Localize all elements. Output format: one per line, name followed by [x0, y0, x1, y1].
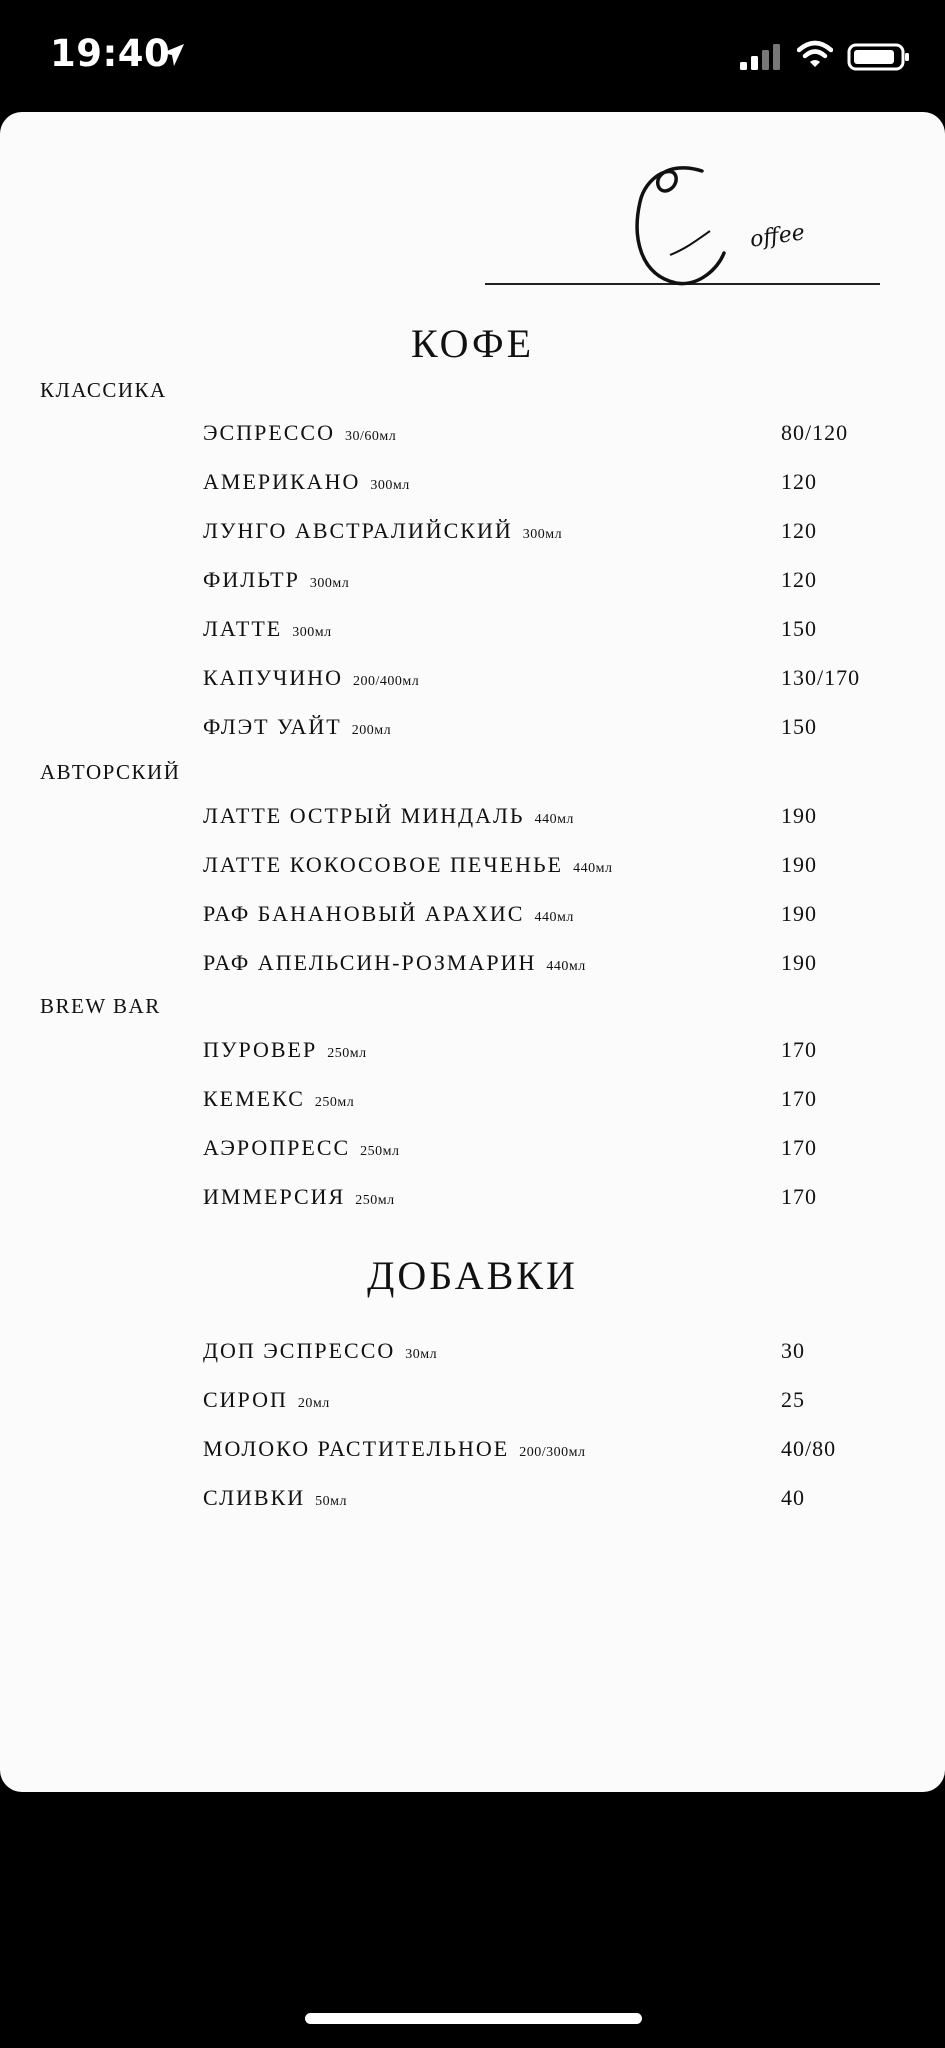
item-name: ЛАТТЕ КОКОСОВОЕ ПЕЧЕНЬЕ 440мл: [203, 852, 613, 877]
menu-item-raf-banana-peanut: [203, 901, 903, 933]
item-name: ЛАТТЕ 300мл: [203, 616, 332, 641]
item-price: 40/80: [781, 1436, 837, 1461]
group-label-brew-bar: BREW BAR: [40, 994, 161, 1018]
item-name: ИММЕРСИЯ 250мл: [203, 1184, 395, 1209]
item-name: ФИЛЬТР 300мл: [203, 567, 350, 592]
cellular-signal-icon: [738, 42, 786, 72]
group-label-classic: КЛАССИКА: [40, 378, 167, 402]
item-price: 190: [781, 803, 817, 828]
item-price: 190: [781, 950, 817, 975]
item-price: 120: [781, 518, 817, 543]
menu-item-raf-orange-rosemary: [203, 950, 903, 982]
item-price: 190: [781, 852, 817, 877]
menu-item-latte-spicy-almond: [203, 803, 903, 835]
status-time: 19:40: [50, 32, 171, 75]
item-name: РАФ БАНАНОВЫЙ АРАХИС 440мл: [203, 901, 574, 926]
menu-item-immersion: [203, 1184, 903, 1216]
item-price: 170: [781, 1086, 817, 1111]
item-name: ЭСПРЕССО 30/60мл: [203, 420, 397, 445]
item-name: ДОП ЭСПРЕССО 30мл: [203, 1338, 438, 1363]
item-price: 150: [781, 616, 817, 641]
menu-item-lungo: [203, 518, 903, 550]
item-price: 120: [781, 567, 817, 592]
additions-section-title: ДОБАВКИ: [367, 1253, 578, 1298]
item-name: СИРОП 20мл: [203, 1387, 330, 1412]
menu-item-pourover: [203, 1037, 903, 1069]
item-price: 130/170: [781, 665, 861, 690]
logo-script-text: offee: [748, 220, 807, 253]
item-price: 30: [781, 1338, 805, 1363]
item-name: ЛУНГО АВСТРАЛИЙСКИЙ 300мл: [203, 518, 563, 543]
item-name: ПУРОВЕР 250мл: [203, 1037, 367, 1062]
home-indicator[interactable]: [305, 2013, 642, 2024]
coffee-section-title: КОФЕ: [410, 321, 535, 366]
menu-item-latte: [203, 616, 903, 648]
item-name: МОЛОКО РАСТИТЕЛЬНОЕ 200/300мл: [203, 1436, 586, 1461]
menu-item-cappuccino: [203, 665, 903, 697]
battery-icon: [847, 42, 911, 72]
item-price: 170: [781, 1135, 817, 1160]
menu-item-latte-coconut-cookie: [203, 852, 903, 884]
item-name: ЛАТТЕ ОСТРЫЙ МИНДАЛЬ 440мл: [203, 803, 574, 828]
menu-item-cream: [203, 1485, 903, 1517]
menu-item-plant-milk: [203, 1436, 903, 1468]
item-price: 120: [781, 469, 817, 494]
menu-item-americano: [203, 469, 903, 501]
item-name: АЭРОПРЕСС 250мл: [203, 1135, 400, 1160]
item-price: 40: [781, 1485, 805, 1510]
item-price: 190: [781, 901, 817, 926]
item-name: ФЛЭТ УАЙТ 200мл: [203, 714, 392, 739]
menu-item-filter: [203, 567, 903, 599]
item-name: КАПУЧИНО 200/400мл: [203, 665, 420, 690]
menu-item-espresso: [203, 420, 903, 452]
menu-item-chemex: [203, 1086, 903, 1118]
menu-item-extra-espresso: [203, 1338, 903, 1370]
item-name: СЛИВКИ 50мл: [203, 1485, 348, 1510]
menu-item-aeropress: [203, 1135, 903, 1167]
item-price: 25: [781, 1387, 805, 1412]
group-label-signature: АВТОРСКИЙ: [40, 760, 181, 784]
item-name: РАФ АПЕЛЬСИН-РОЗМАРИН 440мл: [203, 950, 586, 975]
menu-item-syrup: [203, 1387, 903, 1419]
item-name: АМЕРИКАНО 300мл: [203, 469, 410, 494]
menu-sheet[interactable]: [0, 112, 945, 1792]
coffee-logo: [480, 157, 880, 292]
item-price: 80/120: [781, 420, 849, 445]
location-arrow-icon: [160, 42, 186, 68]
item-price: 170: [781, 1184, 817, 1209]
status-bar: [0, 0, 945, 112]
item-price: 170: [781, 1037, 817, 1062]
wifi-icon: [797, 40, 833, 70]
item-price: 150: [781, 714, 817, 739]
item-name: КЕМЕКС 250мл: [203, 1086, 355, 1111]
menu-item-flat-white: [203, 714, 903, 746]
